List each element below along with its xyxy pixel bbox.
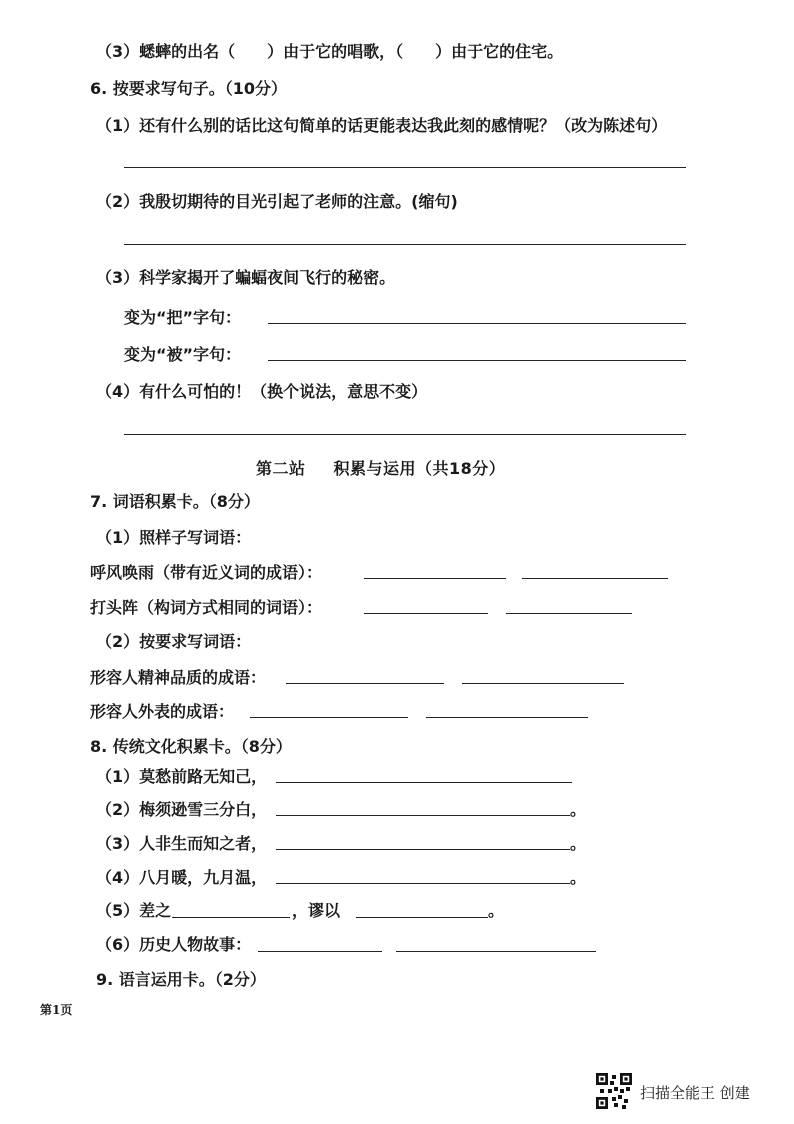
q6-item1-answer-line[interactable] — [124, 167, 686, 168]
q8-item1: （1）莫愁前路无知己， — [96, 767, 268, 786]
q7-line2-label: 打头阵（构词方式相同的词语）： — [90, 598, 323, 617]
q8-item5-period: 。 — [488, 901, 505, 920]
q7-title: 7. 词语积累卡。（8分） — [90, 492, 260, 511]
q7-line2-answer-2[interactable] — [506, 613, 632, 614]
section-heading — [256, 456, 505, 479]
q8-item3-period: 。 — [570, 834, 587, 853]
q6-item2: （2）我殷切期待的目光引起了老师的注意。(缩句) — [96, 192, 458, 211]
q7-line4-answer-1[interactable] — [250, 717, 408, 718]
q6-item3: （3）科学家揭开了蝙蝠夜间飞行的秘密。 — [96, 268, 396, 287]
q7-line1-answer-1[interactable] — [364, 578, 506, 579]
q7-line1-label: 呼风唤雨（带有近义词的成语）： — [90, 563, 323, 582]
q8-item5-answer-2[interactable] — [356, 917, 488, 918]
q6-item3-bei-label: 变为“被”字句： — [124, 345, 242, 364]
q6-item4-answer-line[interactable] — [124, 434, 686, 435]
section-part: 第二站 — [256, 459, 306, 478]
q8-item2-period: 。 — [570, 800, 587, 819]
qr-code-icon — [596, 1073, 632, 1109]
page-number: 第1页 — [40, 1003, 73, 1017]
q8-item4: （4）八月暖，九月温， — [96, 868, 268, 887]
q7-line3-label: 形容人精神品质的成语： — [90, 668, 267, 687]
q5-item3: （3）蟋蟀的出名（ ）由于它的唱歌，（ ）由于它的住宅。 — [96, 42, 564, 61]
q7-line1-answer-2[interactable] — [522, 578, 668, 579]
q6-title: 6. 按要求写句子。（10分） — [90, 79, 288, 98]
q8-item1-answer-line[interactable] — [276, 782, 572, 783]
q8-item5-part1: （5）差之 — [96, 901, 172, 920]
q8-item4-period: 。 — [570, 868, 587, 887]
q8-item2-answer-line[interactable] — [276, 815, 570, 816]
q7-line3-answer-2[interactable] — [462, 683, 624, 684]
q8-item3-answer-line[interactable] — [276, 849, 570, 850]
q6-item2-answer-line[interactable] — [124, 244, 686, 245]
q7-line4-label: 形容人外表的成语： — [90, 702, 235, 721]
q8-item4-answer-line[interactable] — [276, 883, 570, 884]
q6-item4: （4）有什么可怕的！（换个说法，意思不变） — [96, 382, 428, 401]
q6-item1: （1）还有什么别的话比这句简单的话更能表达我此刻的感情呢？（改为陈述句） — [96, 116, 668, 135]
q7-sub1: （1）照样子写词语： — [96, 528, 252, 547]
q6-item3-ba-answer-line[interactable] — [268, 323, 686, 324]
q6-item3-bei-answer-line[interactable] — [268, 360, 686, 361]
q8-item2: （2）梅须逊雪三分白， — [96, 800, 268, 819]
q8-item6: （6）历史人物故事： — [96, 935, 252, 954]
q8-title: 8. 传统文化积累卡。（8分） — [90, 737, 292, 756]
q7-line4-answer-2[interactable] — [426, 717, 588, 718]
q8-item3: （3）人非生而知之者， — [96, 834, 268, 853]
q7-line2-answer-1[interactable] — [364, 613, 488, 614]
q8-item5-answer-1[interactable] — [172, 917, 290, 918]
q8-item6-answer-2[interactable] — [396, 951, 596, 952]
q6-item3-ba-label: 变为“把”字句： — [124, 308, 242, 327]
q9-title: 9. 语言运用卡。（2分） — [96, 970, 266, 989]
section-title: 积累与运用（共18分） — [333, 459, 506, 478]
q7-sub2: （2）按要求写词语： — [96, 632, 252, 651]
scanner-watermark: 扫描全能王 创建 — [640, 1084, 750, 1102]
q7-line3-answer-1[interactable] — [286, 683, 444, 684]
q8-item5-part2: ，谬以 — [292, 901, 341, 920]
q8-item6-answer-1[interactable] — [258, 951, 382, 952]
